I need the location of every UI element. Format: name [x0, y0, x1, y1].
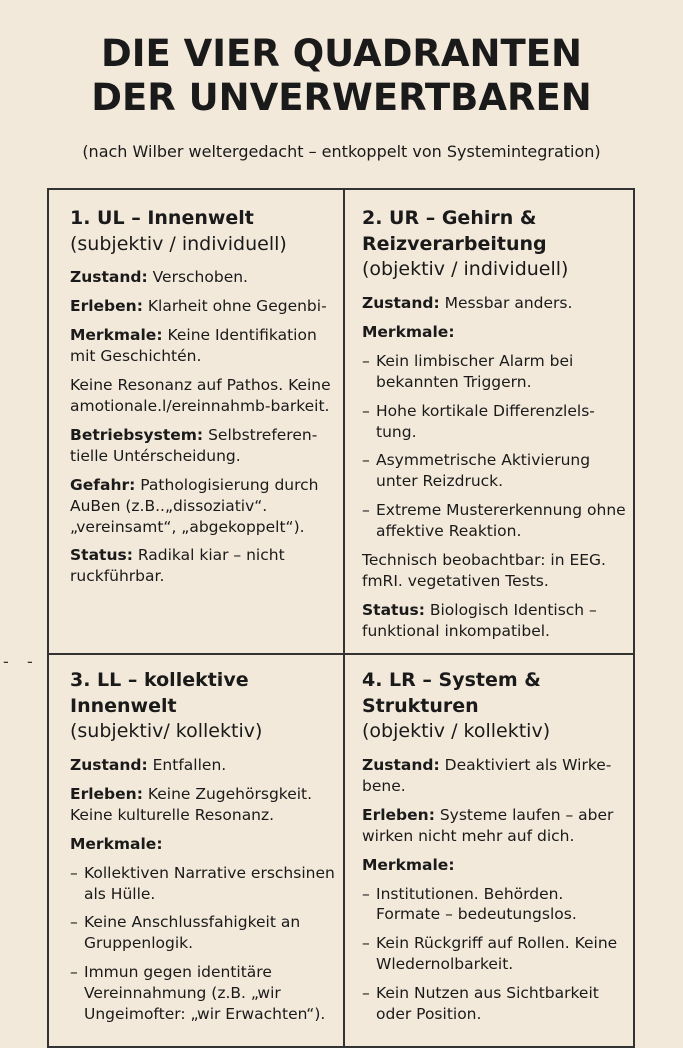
erleben-label: Erleben: — [70, 784, 143, 803]
quadrant-title: 4. LR – System & Strukturen — [362, 669, 541, 717]
erleben-row — [70, 296, 335, 317]
zustand-label: Zustand: — [362, 755, 440, 774]
status-label: Status: — [362, 600, 425, 619]
zustand-value: Entfallen. — [152, 755, 227, 774]
left-edge-mark: - — [3, 652, 9, 671]
list-item: – Institutionen. Behörden. Formate – bedeutungslos. — [362, 884, 630, 926]
zustand-value: Verschoben. — [152, 268, 248, 287]
merkmale-label: Merkmale: — [362, 322, 455, 341]
quadrant-subtitle: (subjektiv/ kollektiv) — [70, 720, 263, 743]
status-label: Status: — [70, 546, 133, 565]
page-title — [0, 32, 683, 121]
erleben-value: Klarheit ohne Gegenbi- — [147, 297, 327, 316]
zustand-row — [70, 267, 335, 288]
zustand-row — [70, 755, 335, 776]
quadrant-ur — [362, 206, 630, 650]
list-item: – Keine Anschlussfahigkeit an Gruppenlogik. — [70, 912, 335, 954]
merkmale-label: Merkmale: — [70, 834, 163, 853]
zustand-label: Zustand: — [362, 293, 440, 312]
list-item: – Extreme Mustererkennung ohne affektive Reaktion. — [362, 500, 630, 542]
merkmale-label: Merkmale: — [362, 855, 455, 874]
merkmale-list — [70, 863, 335, 1025]
list-item: – Kein limbischer Alarm bei bekannten Triggern. — [362, 351, 630, 393]
quadrant-title: 2. UR – Gehirn & Reizverarbeitung — [362, 207, 547, 255]
right-edge-mark: - — [27, 652, 33, 671]
merkmale-list — [362, 884, 630, 1026]
vertical-divider — [343, 190, 345, 1046]
merkmale-value: Keine Identifikation mit Geschichtén. — [70, 326, 317, 366]
zustand-row — [362, 755, 630, 797]
quadrant-subtitle: (objektiv / kollektiv) — [362, 720, 551, 743]
quadrant-subtitle: (objektiv / individuell) — [362, 258, 569, 281]
list-item: – Asymmetrische Aktivierung unter Reizdruck. — [362, 450, 630, 492]
gefahr-value: Pathologisierung durch AuBen (z.B..„dissoziativ“. „vereinsamt“, „abgekoppelt“). — [70, 475, 319, 536]
zustand-value: Messbar anders. — [444, 293, 573, 312]
betriebsystem-value: Selbstreferen-tielle Untérscheidung. — [70, 425, 318, 465]
betriebsystem-label: Betriebsystem: — [70, 425, 204, 444]
merkmale-row — [70, 325, 335, 367]
list-item: – Kein Rückgriff auf Rollen. Keine Wledernolbarkeit. — [362, 933, 630, 975]
list-item: – Immun gegen identitäre Vereinnahmung (z.B. „wir Ungeimofter: „wir Erwachten“). — [70, 962, 335, 1025]
extra-text: Keine Resonanz auf Pathos. Keine amotionale.l/ereinnahmb-barkeit. — [70, 375, 331, 415]
betriebsystem-row — [70, 425, 335, 467]
zustand-row — [362, 293, 630, 314]
quadrant-title: 1. UL – Innenwelt — [70, 207, 254, 229]
status-row — [70, 545, 335, 587]
page-subtitle: (nach Wilber weltergedacht – entkoppelt von Systemintegration) — [82, 142, 601, 161]
zustand-label: Zustand: — [70, 755, 148, 774]
horizontal-divider — [49, 653, 633, 655]
erleben-row — [70, 784, 335, 826]
list-item: – Hohe kortikale Differenzlels-tung. — [362, 401, 630, 443]
quadrant-subtitle: (subjektiv / individuell) — [70, 232, 287, 255]
technisch-text: Technisch beobachtbar: in EEG. fmRI. vegetativen Tests. — [362, 551, 606, 591]
gefahr-row — [70, 475, 335, 538]
merkmale-list — [362, 351, 630, 542]
status-row — [362, 600, 630, 642]
erleben-label: Erleben: — [362, 805, 435, 824]
erleben-value: Systeme laufen – aber wirken nicht mehr auf dich. — [362, 805, 614, 845]
status-value: Biologisch Identisch – funktional inkompatibel. — [362, 600, 597, 640]
status-value: Radikal kiar – nicht ruckführbar. — [70, 546, 285, 586]
erleben-label: Erleben: — [70, 297, 143, 316]
erleben-value: Keine Zugehörsgkeit. Keine kulturelle Resonanz. — [70, 784, 313, 824]
quadrant-ul — [70, 206, 335, 595]
quadrant-ll — [70, 668, 335, 1033]
quadrant-title: 3. LL – kollektive Innenwelt — [70, 669, 249, 717]
zustand-label: Zustand: — [70, 268, 148, 287]
title-line-2: DER UNVERWERTBAREN — [91, 76, 592, 120]
list-item: – Kein Nutzen aus Sichtbarkeit oder Position. — [362, 983, 630, 1025]
quadrant-lr — [362, 668, 630, 1033]
title-line-1: DIE VIER QUADRANTEN — [101, 32, 582, 75]
merkmale-label: Merkmale: — [70, 326, 163, 345]
zustand-value: Deaktiviert als Wirke-bene. — [362, 755, 612, 795]
erleben-row — [362, 805, 630, 847]
gefahr-label: Gefahr: — [70, 475, 136, 494]
list-item: – Kollektiven Narrative erschsinen als Hülle. — [70, 863, 335, 905]
